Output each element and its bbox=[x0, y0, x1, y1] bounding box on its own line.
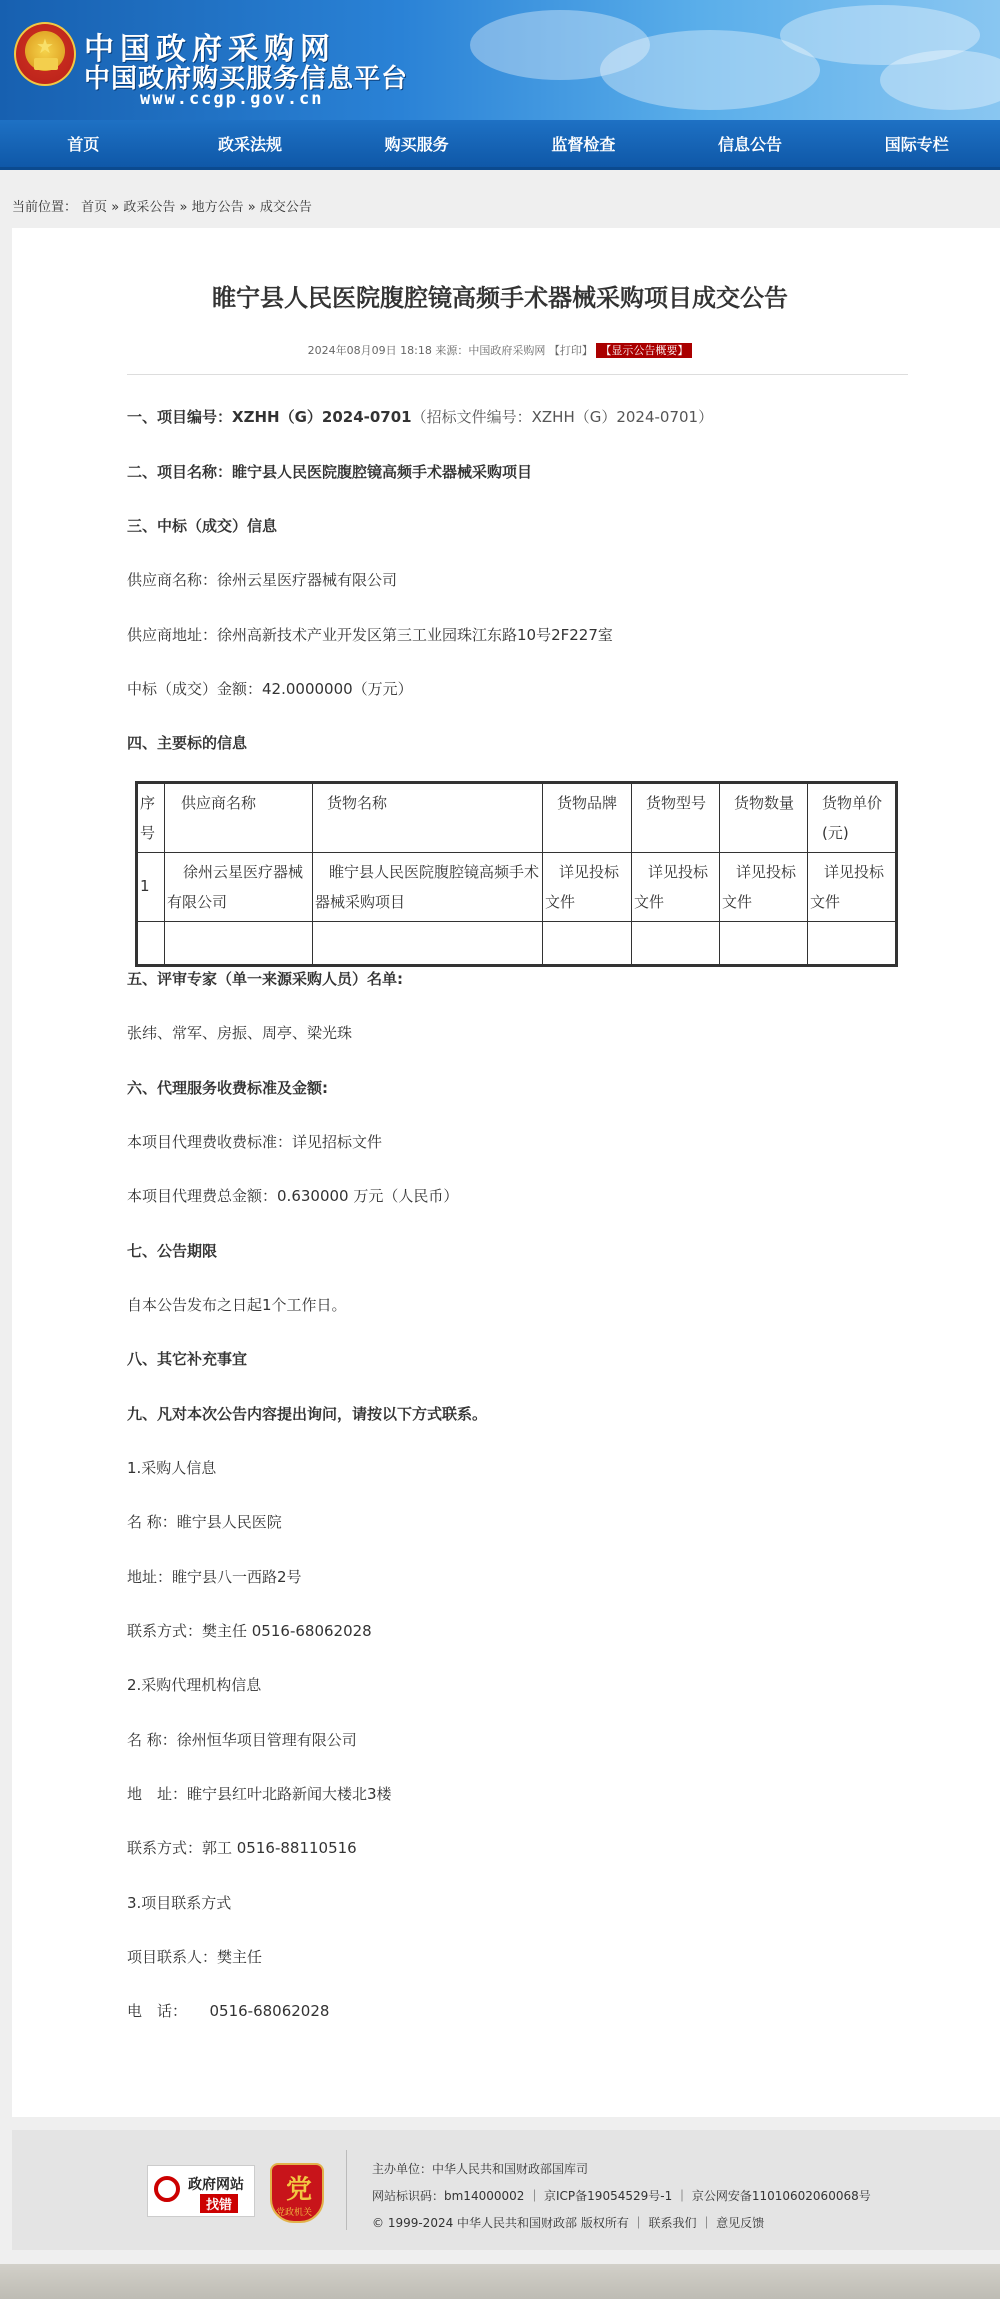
table-cell: 徐州云星医疗器械有限公司 bbox=[165, 853, 313, 922]
show-summary-button[interactable]: 【显示公告概要】 bbox=[596, 343, 692, 358]
fee-standard: 本项目代理费收费标准：详见招标文件 bbox=[127, 1133, 383, 1151]
agency-info-heading: 2.采购代理机构信息 bbox=[127, 1676, 262, 1694]
table-header-cell: 货物名称 bbox=[313, 783, 543, 853]
table-header-cell: 货物品牌 bbox=[543, 783, 632, 853]
supplier-address: 供应商地址：徐州高新技术产业开发区第三工业园珠江东路10号2F227室 bbox=[127, 626, 613, 644]
section-main-items: 四、主要标的信息 bbox=[127, 734, 248, 752]
footer-divider bbox=[346, 2150, 347, 2230]
print-link[interactable]: 【打印】 bbox=[548, 344, 593, 357]
project-code: XZHH（G）2024-0701 bbox=[232, 408, 412, 426]
nav-purchase-services[interactable]: 购买服务 bbox=[384, 135, 449, 154]
footer-ids[interactable]: 网站标识码：bm14000002 ｜ 京ICP备19054529号-1 ｜ 京公网安备11010602060068号 bbox=[372, 2189, 871, 2203]
nav-home[interactable]: 首页 bbox=[67, 135, 100, 154]
breadcrumb-separator: » bbox=[107, 200, 124, 215]
nav-supervision[interactable]: 监督检查 bbox=[551, 135, 616, 154]
notice-period: 自本公告发布之日起1个工作日。 bbox=[127, 1296, 347, 1314]
table-header-row bbox=[137, 783, 897, 853]
table-row bbox=[137, 853, 897, 922]
breadcrumb bbox=[12, 196, 312, 215]
breadcrumb-local-notices[interactable]: 地方公告 bbox=[191, 200, 244, 215]
table-cell: 详见投标文件 bbox=[543, 853, 632, 922]
section-project-code bbox=[127, 406, 713, 427]
page-title: 睢宁县人民医院腹腔镜高频手术器械采购项目成交公告 bbox=[212, 284, 788, 312]
section-contact: 九、凡对本次公告内容提出询问，请按以下方式联系。 bbox=[127, 1405, 488, 1423]
table-cell bbox=[543, 922, 632, 966]
buyer-info-heading: 1.采购人信息 bbox=[127, 1459, 217, 1477]
section-supplement: 八、其它补充事宜 bbox=[127, 1350, 248, 1368]
article-meta bbox=[0, 342, 1000, 358]
breadcrumb-prefix: 当前位置： bbox=[12, 200, 78, 215]
divider bbox=[127, 374, 908, 375]
section-experts: 五、评审专家（单一来源采购人员）名单: bbox=[127, 970, 404, 988]
table-cell: 详见投标文件 bbox=[632, 853, 720, 922]
national-emblem-icon: ★ bbox=[14, 22, 76, 86]
table-header-cell: 供应商名称 bbox=[165, 783, 313, 853]
agency-name: 名 称：徐州恒华项目管理有限公司 bbox=[127, 1731, 357, 1749]
table-header-cell: 序号 bbox=[137, 783, 165, 853]
table-cell: 详见投标文件 bbox=[720, 853, 808, 922]
table-cell bbox=[165, 922, 313, 966]
fee-total: 本项目代理费总金额：0.630000 万元（人民币） bbox=[127, 1187, 459, 1205]
table-cell bbox=[137, 922, 165, 966]
bottom-strip bbox=[0, 2264, 1000, 2299]
expert-list: 张纬、常军、房振、周亭、梁光珠 bbox=[127, 1024, 353, 1042]
buyer-address: 地址：睢宁县八一西路2号 bbox=[127, 1568, 302, 1586]
breadcrumb-deal-notices[interactable]: 成交公告 bbox=[259, 200, 312, 215]
publish-date: 2024年08月09日 18:18 bbox=[307, 344, 432, 357]
site-logo-title[interactable]: 中国政府采购网 bbox=[84, 32, 336, 67]
footer-copyright[interactable]: © 1999-2024 中华人民共和国财政部 版权所有 ｜ 联系我们 ｜ 意见反馈 bbox=[372, 2216, 765, 2230]
site-logo-subtitle[interactable]: 中国政府购买服务信息平台 bbox=[84, 64, 409, 94]
project-contact-person: 项目联系人：樊主任 bbox=[127, 1948, 263, 1966]
buyer-contact: 联系方式：樊主任 0516-68062028 bbox=[127, 1622, 372, 1640]
main-nav bbox=[0, 120, 1000, 170]
badge-dang-glyph: 党 bbox=[286, 2175, 313, 2205]
buyer-name: 名 称：睢宁县人民医院 bbox=[127, 1513, 282, 1531]
table-cell bbox=[720, 922, 808, 966]
table-header-cell: 货物单价(元) bbox=[808, 783, 897, 853]
table-header-cell: 货物数量 bbox=[720, 783, 808, 853]
supplier-name: 供应商名称：徐州云星医疗器械有限公司 bbox=[127, 571, 398, 589]
nav-international[interactable]: 国际专栏 bbox=[884, 135, 949, 154]
section-winner-info: 三、中标（成交）信息 bbox=[127, 517, 278, 535]
table-cell bbox=[808, 922, 897, 966]
header-banner bbox=[0, 0, 1000, 120]
section-agency-fee: 六、代理服务收费标准及金额: bbox=[127, 1079, 328, 1097]
content-panel bbox=[12, 228, 1000, 2117]
table-cell bbox=[632, 922, 720, 966]
table-cell: 1 bbox=[137, 853, 165, 922]
table-cell: 详见投标文件 bbox=[808, 853, 897, 922]
project-contact-heading: 3.项目联系方式 bbox=[127, 1894, 232, 1912]
badge-find-label: 找错 bbox=[200, 2194, 238, 2213]
agency-address: 地 址：睢宁县红叶北路新闻大楼北3楼 bbox=[127, 1785, 392, 1803]
gov-site-error-report-badge[interactable] bbox=[147, 2165, 255, 2217]
breadcrumb-separator: » bbox=[243, 200, 260, 215]
table-row-empty bbox=[137, 922, 897, 966]
footer-host: 主办单位：中华人民共和国财政部国库司 bbox=[372, 2162, 589, 2176]
tender-file-code: （招标文件编号：XZHH（G）2024-0701） bbox=[411, 408, 714, 426]
breadcrumb-home[interactable]: 首页 bbox=[81, 200, 108, 215]
nav-regulations[interactable]: 政采法规 bbox=[218, 135, 283, 154]
breadcrumb-separator: » bbox=[175, 200, 192, 215]
project-code-label: 一、项目编号： bbox=[127, 408, 233, 426]
goods-table bbox=[135, 781, 898, 967]
badge-find-title: 政府网站 bbox=[188, 2177, 244, 2193]
badge-dang-label: 党政机关 bbox=[276, 2208, 313, 2218]
section-period: 七、公告期限 bbox=[127, 1242, 218, 1260]
deal-amount: 中标（成交）金额：42.0000000（万元） bbox=[127, 680, 413, 698]
source: 来源：中国政府采购网 bbox=[435, 344, 546, 357]
table-cell: 睢宁县人民医院腹腔镜高频手术器械采购项目 bbox=[313, 853, 543, 922]
table-header-cell: 货物型号 bbox=[632, 783, 720, 853]
section-project-name: 二、项目名称：睢宁县人民医院腹腔镜高频手术器械采购项目 bbox=[127, 463, 533, 481]
project-contact-phone: 电 话： 0516-68062028 bbox=[127, 2002, 330, 2020]
party-gov-agency-badge[interactable] bbox=[270, 2163, 324, 2223]
magnifier-icon bbox=[154, 2176, 180, 2202]
table-cell bbox=[313, 922, 543, 966]
agency-contact: 联系方式：郭工 0516-88110516 bbox=[127, 1839, 357, 1857]
nav-announcements[interactable]: 信息公告 bbox=[718, 135, 783, 154]
breadcrumb-procurement-notices[interactable]: 政采公告 bbox=[123, 200, 176, 215]
site-url: www.ccgp.gov.cn bbox=[140, 89, 324, 109]
